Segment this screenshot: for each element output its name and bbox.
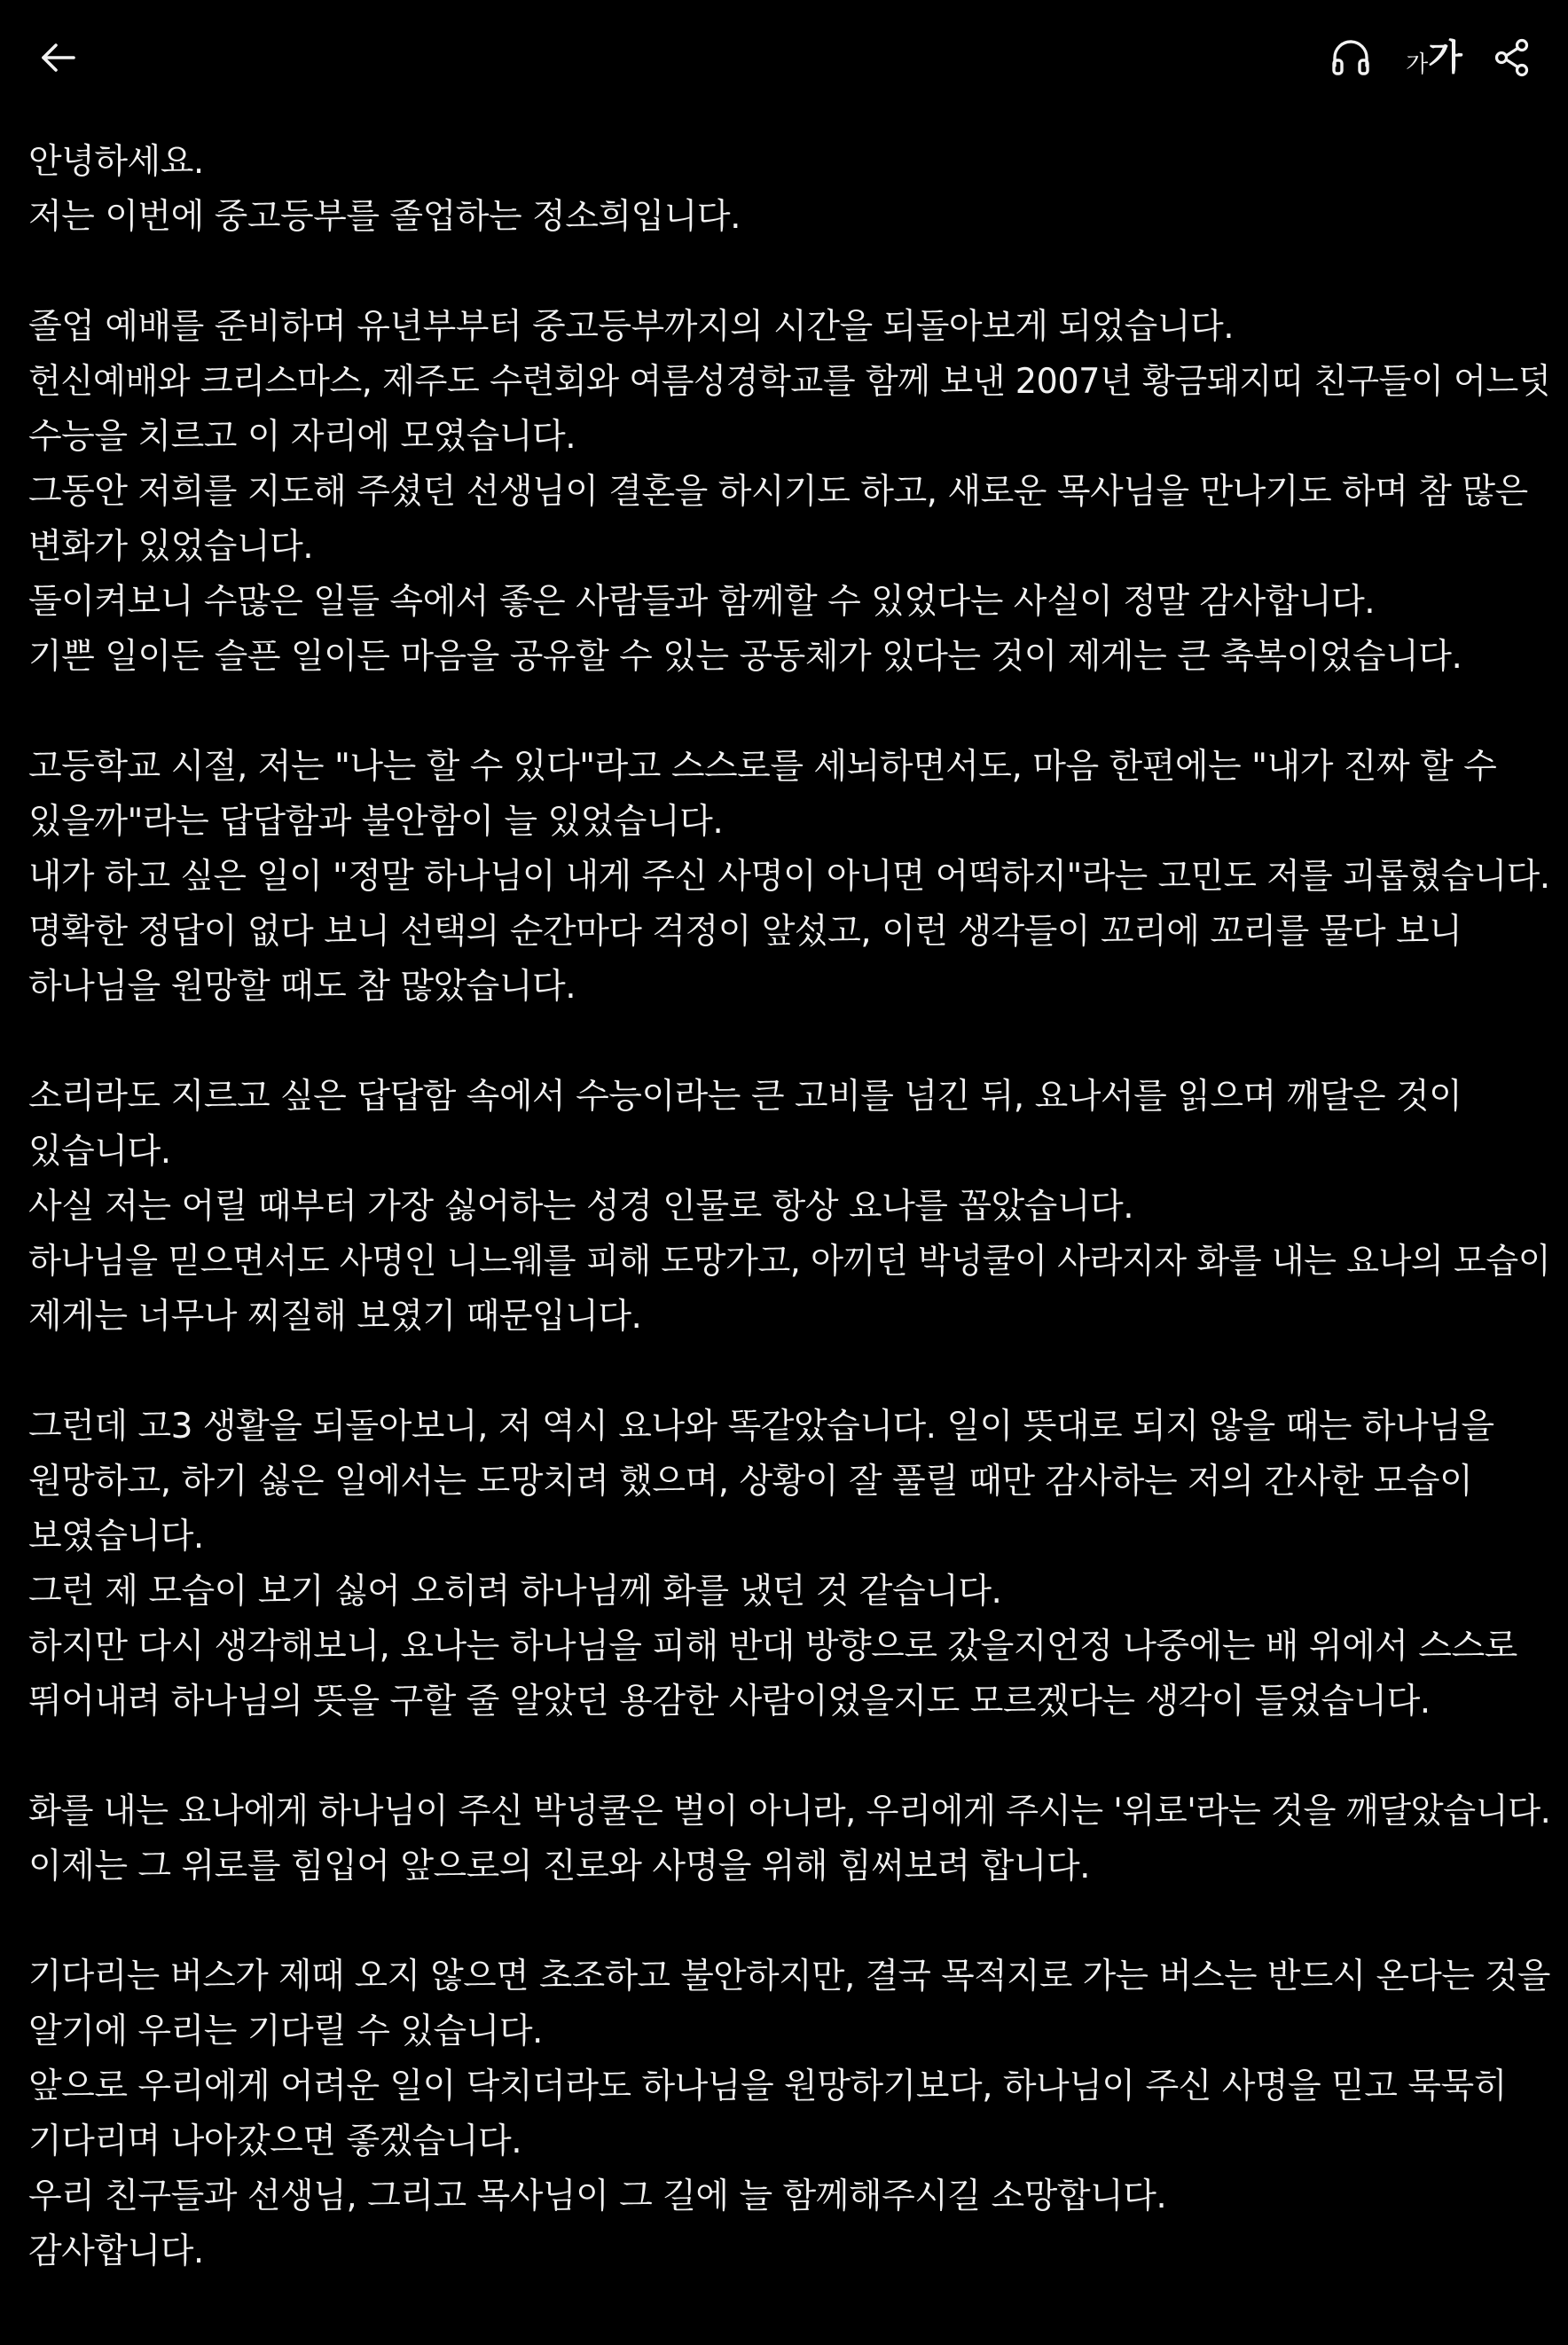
paragraph bbox=[28, 740, 1550, 1015]
text-line: 그런 제 모습이 보기 싫어 오히려 하나님께 화를 냈던 것 같습니다. bbox=[28, 1572, 1002, 1612]
text-line: 알기에 우리는 기다릴 수 있습니다. bbox=[28, 2012, 543, 2051]
text-line: 기다리는 버스가 제때 오지 않으면 초조하고 불안하지만, 결국 목적지로 가는 버스는 반드시 온다는 것을 bbox=[28, 1957, 1550, 1996]
share-button[interactable] bbox=[1479, 25, 1545, 90]
text-line: 제게는 너무나 찌질해 보였기 때문입니다. bbox=[28, 1297, 642, 1337]
font-size-button[interactable] bbox=[1392, 25, 1476, 90]
text-line: 원망하고, 하기 싫은 일에서는 도망치려 했으며, 상황이 잘 풀릴 때만 감사하는 저의 간사한 모습이 bbox=[28, 1462, 1473, 1502]
text-line: 앞으로 우리에게 어려운 일이 닥치더라도 하나님을 원망하기보다, 하나님이 주신 사명을 믿고 묵묵히 bbox=[28, 2067, 1507, 2106]
paragraph bbox=[28, 300, 1550, 685]
text-line: 소리라도 지르고 싶은 답답함 속에서 수능이라는 큰 고비를 넘긴 뒤, 요나서를 읽으며 깨달은 것이 bbox=[28, 1077, 1462, 1117]
text-line: 있을까"라는 답답함과 불안함이 늘 있었습니다. bbox=[28, 802, 724, 842]
text-line: 안녕하세요. bbox=[28, 142, 204, 182]
audio-listen-button[interactable] bbox=[1318, 25, 1384, 90]
text-line: 하나님을 원망할 때도 참 많았습니다. bbox=[28, 967, 576, 1007]
paragraph bbox=[28, 135, 1550, 245]
text-line: 변화가 있었습니다. bbox=[28, 527, 314, 567]
text-line: 이제는 그 위로를 힘입어 앞으로의 진로와 사명을 위해 힘써보려 합니다. bbox=[28, 1847, 1091, 1886]
text-line: 고등학교 시절, 저는 "나는 할 수 있다"라고 스스로를 세뇌하면서도, 마음 한편에는 "내가 진짜 할 수 bbox=[28, 747, 1497, 787]
arrow-left-icon bbox=[38, 38, 77, 77]
font-size-small-glyph: 가 bbox=[1406, 51, 1429, 78]
top-toolbar bbox=[0, 0, 1568, 115]
text-line: 하지만 다시 생각해보니, 요나는 하나님을 피해 반대 방향으로 갔을지언정 나중에는 배 위에서 스스로 bbox=[28, 1627, 1517, 1667]
text-line: 그동안 저희를 지도해 주셨던 선생님이 결혼을 하시기도 하고, 새로운 목사님을 만나기도 하며 참 많은 bbox=[28, 472, 1528, 512]
text-line: 수능을 치르고 이 자리에 모였습니다. bbox=[28, 417, 576, 457]
text-line: 뛰어내려 하나님의 뜻을 구할 줄 알았던 용감한 사람이었을지도 모르겠다는 생각이 들었습니다. bbox=[28, 1682, 1431, 1721]
text-line: 있습니다. bbox=[28, 1132, 171, 1172]
paragraph bbox=[28, 1070, 1550, 1345]
headphones-icon bbox=[1329, 35, 1373, 80]
text-line: 감사합니다. bbox=[28, 2231, 204, 2271]
text-line: 우리 친구들과 선생님, 그리고 목사님이 그 길에 늘 함께해주시길 소망합니다. bbox=[28, 2176, 1167, 2216]
share-icon bbox=[1492, 37, 1533, 78]
text-line: 명확한 정답이 없다 보니 선택의 순간마다 걱정이 앞섰고, 이런 생각들이 꼬리에 꼬리를 물다 보니 bbox=[28, 912, 1462, 952]
article-body bbox=[28, 135, 1550, 2334]
paragraph bbox=[28, 1784, 1550, 1894]
text-line: 그런데 고3 생활을 되돌아보니, 저 역시 요나와 똑같았습니다. 일이 뜻대로 되지 않을 때는 하나님을 bbox=[28, 1407, 1494, 1447]
text-line: 돌이켜보니 수많은 일들 속에서 좋은 사람들과 함께할 수 있었다는 사실이 정말 감사합니다. bbox=[28, 582, 1376, 622]
font-size-large-glyph: 가 bbox=[1428, 37, 1462, 78]
text-line: 내가 하고 싶은 일이 "정말 하나님이 내게 주신 사명이 아니면 어떡하지"라는 고민도 저를 괴롭혔습니다. bbox=[28, 857, 1550, 897]
text-line: 저는 이번에 중고등부를 졸업하는 정소희입니다. bbox=[28, 197, 741, 237]
back-button[interactable] bbox=[27, 27, 89, 89]
text-line: 기다리며 나아갔으면 좋겠습니다. bbox=[28, 2121, 522, 2161]
text-line: 하나님을 믿으면서도 사명인 니느웨를 피해 도망가고, 아끼던 박넝쿨이 사라지자 화를 내는 요나의 모습이 bbox=[28, 1242, 1551, 1282]
text-line: 기쁜 일이든 슬픈 일이든 마음을 공유할 수 있는 공동체가 있다는 것이 제게는 큰 축복이었습니다. bbox=[28, 637, 1462, 677]
text-line: 화를 내는 요나에게 하나님이 주신 박넝쿨은 벌이 아니라, 우리에게 주시는 '위로'라는 것을 깨달았습니다. bbox=[28, 1792, 1551, 1831]
text-line: 졸업 예배를 준비하며 유년부부터 중고등부까지의 시간을 되돌아보게 되었습니다. bbox=[28, 307, 1235, 347]
paragraph bbox=[28, 1949, 1550, 2279]
text-line: 사실 저는 어릴 때부터 가장 싫어하는 성경 인물로 항상 요나를 꼽았습니다. bbox=[28, 1187, 1134, 1227]
paragraph bbox=[28, 1400, 1550, 1729]
text-line: 헌신예배와 크리스마스, 제주도 수련회와 여름성경학교를 함께 보낸 2007년 황금돼지띠 친구들이 어느덧 bbox=[28, 362, 1551, 402]
text-line: 보였습니다. bbox=[28, 1517, 204, 1557]
